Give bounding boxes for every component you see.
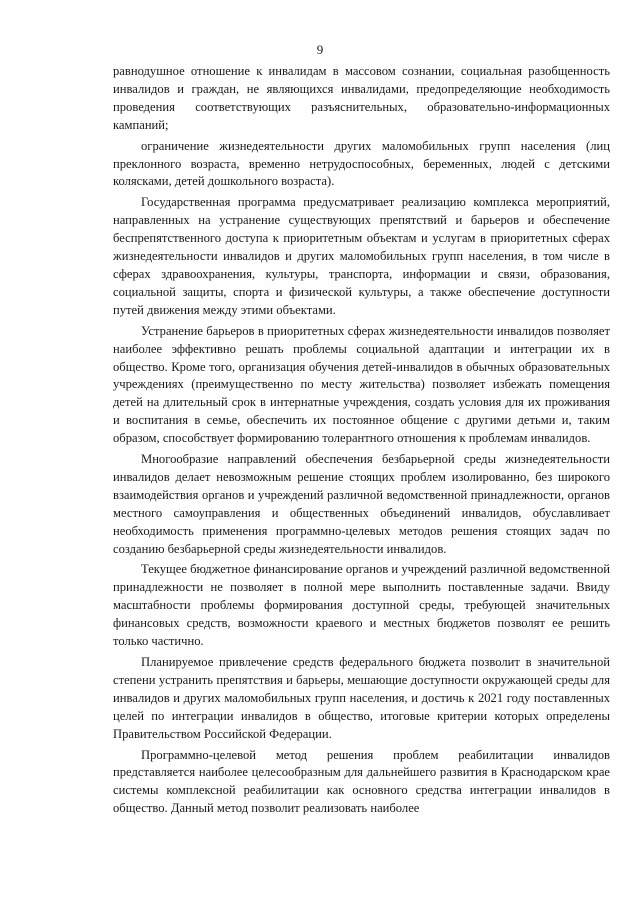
paragraph: Текущее бюджетное финансирование органов и учреждений различной ведомственной принадлежности не позволяет в полной мере выполнить поставленные задачи. Ввиду масштабности проблемы формирования доступной среды, требующей значительных финансовых средств, возможности краевого и местных бюджетов позволят ее решить только частично.	[113, 562, 610, 649]
paragraph: Устранение барьеров в приоритетных сферах жизнедеятельности инвалидов позволяет наиболее эффективно решать проблемы социальной адаптации и интеграции их в общество. Кроме того, организация обучения детей-инвалидов в обычных образовательных учреждениях (преимущественно по месту жительства) позволяет избежать помещения детей на длительный срок в интернатные учреждения, создать условия для их проживания и воспитания в семье, обеспечить их постоянное общение с другими детьми и, таким образом, способствует формированию толерантного отношения к проблемам инвалидов.	[113, 323, 610, 446]
paragraph-continuation: равнодушное отношение к инвалидам в массовом сознании, социальная разобщенность инвалидов и граждан, не являющихся инвалидами, предопределяющие необходимость проведения соответствующих разъяснительных, образовательно-информационных кампаний;	[113, 64, 610, 132]
paragraph: Планируемое привлечение средств федерального бюджета позволит в значительной степени устранить препятствия и барьеры, мешающие доступности окружающей среды для инвалидов и других маломобильных групп населения, и достичь к 2021 году поставленных целей по интеграции инвалидов в общество, итоговые критерии которых определены Правительством Российской Федерации.	[113, 655, 610, 741]
paragraph: ограничение жизнедеятельности других маломобильных групп населения (лиц преклонного возраста, временно нетрудоспособных, беременных, людей с детскими колясками, детей дошкольного возраста).	[113, 138, 610, 189]
text-body	[113, 63, 610, 821]
page-number: 9	[316, 42, 324, 57]
paragraph: Государственная программа предусматривает реализацию комплекса мероприятий, направленных на устранение существующих препятствий и барьеров и обеспечение беспрепятственного доступа к приоритетным объектам и услугам в приоритетных сферах жизнедеятельности инвалидов и других маломобильных групп населения, в том числе в сферах здравоохранения, культуры, транспорта, информации и связи, образования, социальной защиты, спорта и физической культуры, а также обеспечение доступности путей движения между этими объектами.	[113, 195, 610, 317]
paragraph: Программно-целевой метод решения проблем реабилитации инвалидов представляется наиболее целесообразным для дальнейшего развития в Краснодарском крае системы комплексной реабилитации как основного средства интеграции инвалидов в общество. Данный метод позволит реализовать наиболее	[113, 747, 610, 816]
paragraph: Многообразие направлений обеспечения безбарьерной среды жизнедеятельности инвалидов делает невозможным решение стоящих проблем изолированно, без широкого взаимодействия органов и учреждений различной ведомственной принадлежности, органов местного самоуправления и общественных объединений инвалидов, обуславливает необходимость применения программно-целевых методов решения стоящих задач по созданию безбарьерной среды жизнедеятельности инвалидов.	[113, 452, 610, 556]
